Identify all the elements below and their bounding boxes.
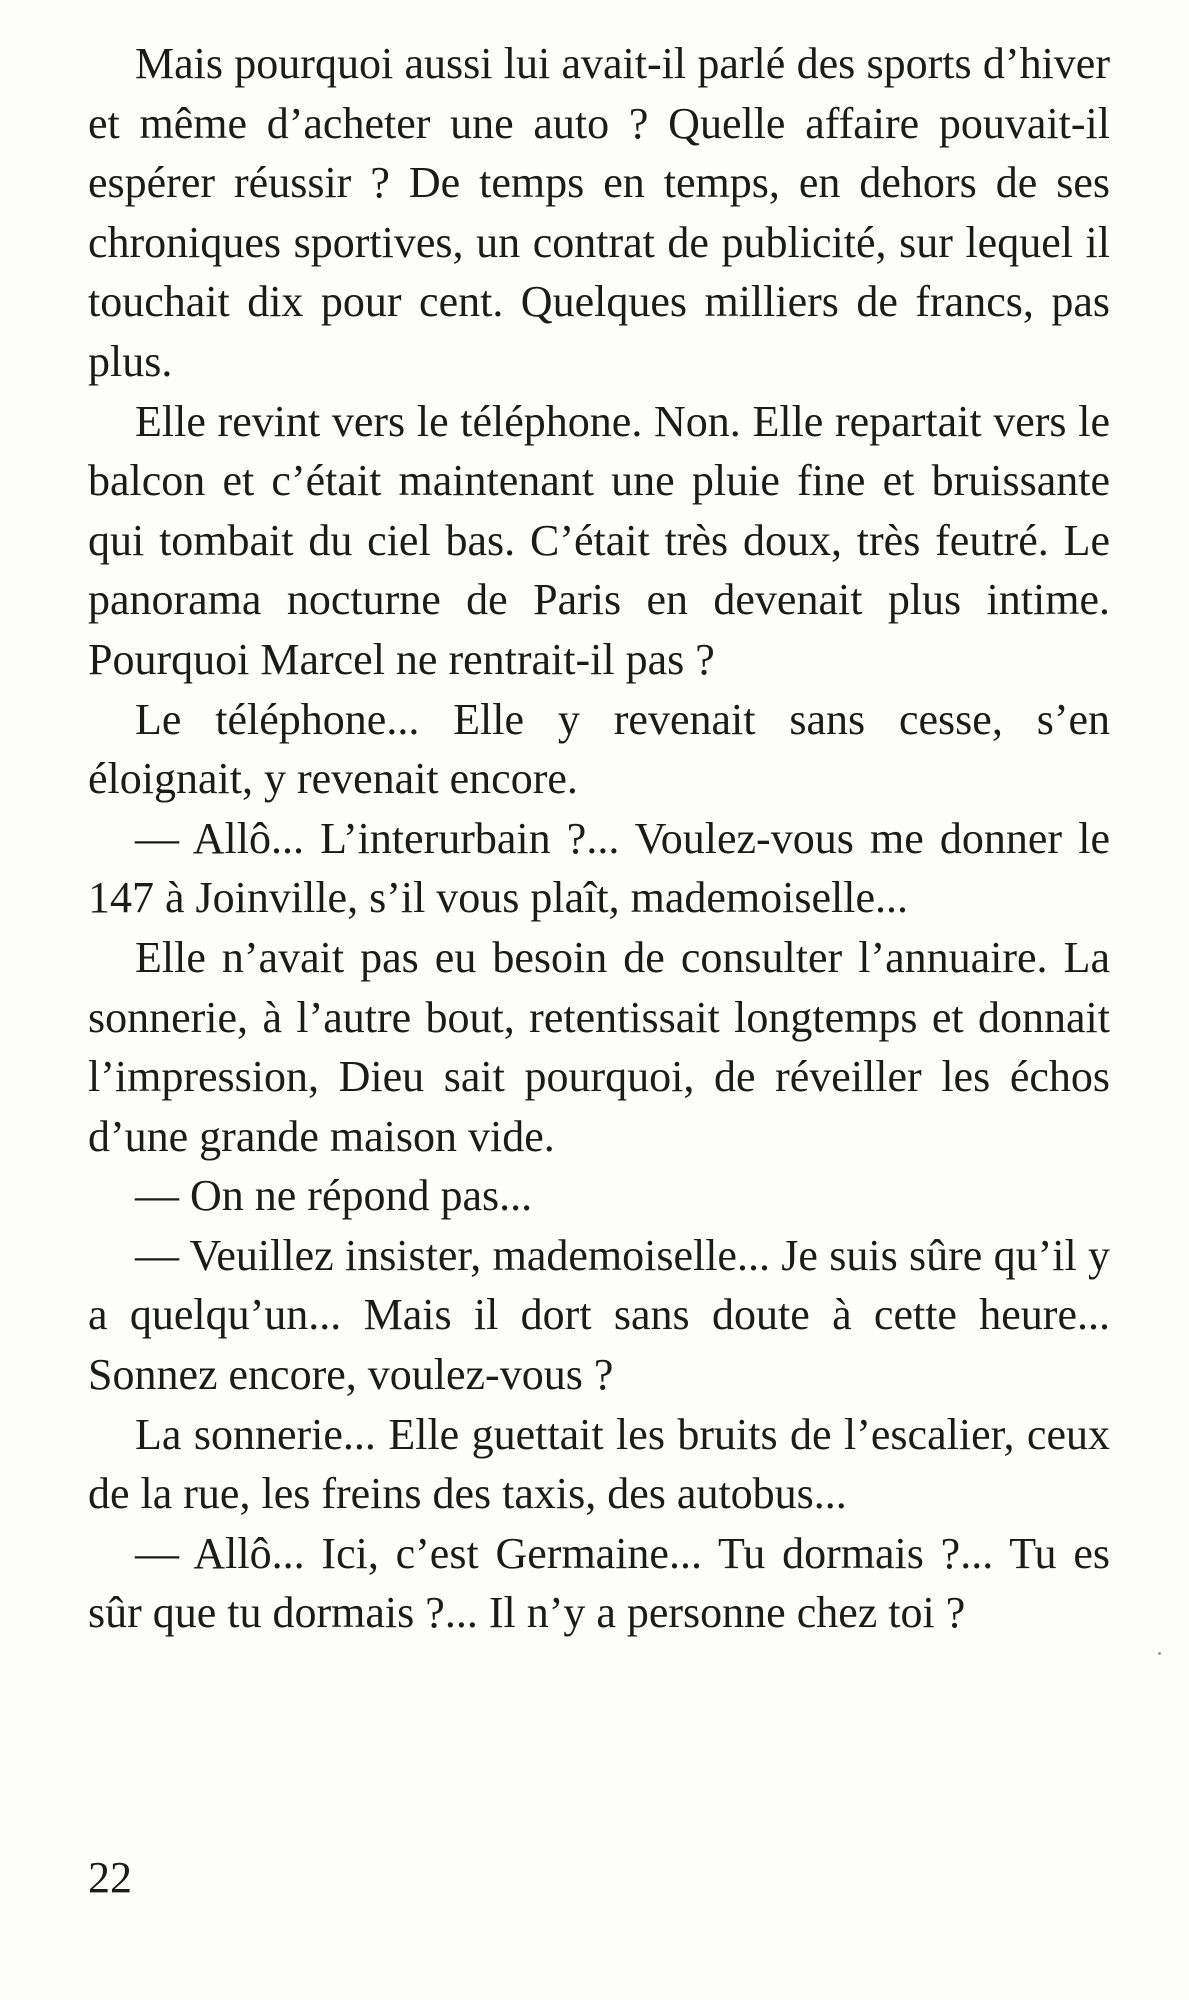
- dialogue-line: — On ne répond pas...: [135, 1171, 533, 1221]
- paragraph: La sonnerie... Elle guettait les bruits de l’escalier, ceux de la rue, les freins des taxis, des autobus...: [88, 1409, 1110, 1519]
- dialogue-line: — Veuillez insister, mademoiselle... Je suis sûre qu’il y a quelqu’un... Mais il dort sans doute à cette heure... Sonnez encore, voulez-vous ?: [88, 1230, 1110, 1400]
- dialogue-line: — Allô... L’interurbain ?... Voulez-vous me donner le 147 à Joinville, s’il vous plaît, mademoiselle...: [88, 813, 1110, 923]
- body-text: [88, 34, 1110, 1643]
- paragraph: Le téléphone... Elle y revenait sans cesse, s’en éloignait, y revenait encore.: [88, 694, 1110, 804]
- paragraph: Elle n’avait pas eu besoin de consulter l’annuaire. La sonnerie, à l’autre bout, retentissait longtemps et donnait l’impression, Dieu sait pourquoi, de réveiller les échos d’une grande maison vide.: [88, 932, 1110, 1161]
- dialogue-line: — Allô... Ici, c’est Germaine... Tu dormais ?... Tu es sûr que tu dormais ?... Il n’y a personne chez toi ?: [88, 1528, 1110, 1638]
- paper-speck: [1158, 1652, 1161, 1655]
- paragraph: Mais pourquoi aussi lui avait-il parlé des sports d’hiver et même d’acheter une auto ? Quelle affaire pouvait-il espérer réussir ? De temps en temps, en dehors de ses chroniques sportives, un contrat de publicité, sur lequel il touchait dix pour cent. Quelques milliers de francs, pas plus.: [88, 39, 1110, 386]
- paragraph: Elle revint vers le téléphone. Non. Elle repartait vers le balcon et c’était maintenant une pluie fine et bruissante qui tombait du ciel bas. C’était très doux, très feutré. Le panorama nocturne de Paris en devenait plus intime. Pourquoi Marcel ne rentrait-il pas ?: [88, 396, 1110, 684]
- page-number: 22: [88, 1853, 132, 1902]
